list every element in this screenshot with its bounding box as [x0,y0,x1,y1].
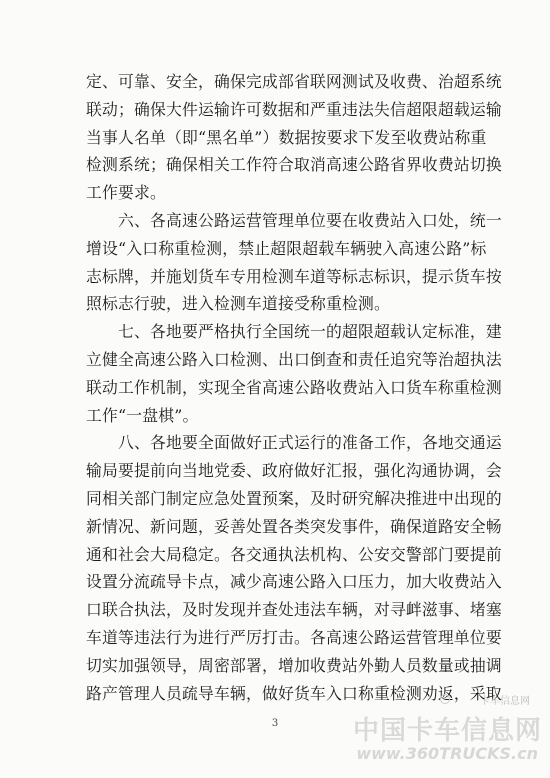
text-line: 志标牌，并施划货车专用检测车道等标志标识，提示货车按 [86,266,502,286]
text-line: 工作“一盘棋”。 [86,405,199,425]
text-line: 同相关部门制定应急处置预案，及时研究解决推进中出现的 [86,488,502,508]
text-line: 六、各高速公路运营管理单位要在收费站入口处，统一 [118,210,502,230]
text-line: 当事人名单（即“黑名单”）数据按要求下发至收费站称重 [86,127,487,147]
text-line: 通和社会大局稳定。各交通执法机构、公安交警部门要提前 [86,544,502,564]
text-line: 照标志行驶，进入检测车道接受称重检测。 [86,294,390,314]
watermark [330,692,542,772]
text-line: 工作要求。 [86,183,166,203]
text-line: 检测系统；确保相关工作符合取消高速公路省界收费站切换 [86,155,502,175]
watermark-logo-text: 卡车信息网 [480,696,530,707]
watermark-url: www.360TRUCKS.cn [356,744,538,763]
text-line: 联动工作机制，实现全省高速公路收费站入口货车称重检测 [86,377,502,397]
text-line: 切实加强领导，周密部署，增加收费站外勤人员数量或抽调 [86,655,502,675]
text-line: 八、各地要全面做好正式运行的准备工作，各地交通运 [118,433,502,453]
page-number: 3 [271,718,279,729]
text-line: 增设“入口称重检测，禁止超限超载车辆驶入高速公路”标 [86,238,487,258]
text-line: 路产管理人员疏导车辆，做好货车入口称重检测劝返，采取 [86,683,502,703]
document-body [86,68,502,707]
text-line: 七、各地要严格执行全国统一的超限超载认定标准，建 [118,322,502,342]
text-line: 联动；确保大件运输许可数据和严重违法失信超限超载运输 [86,99,502,119]
text-line: 车道等违法行为进行严厉打击。各高速公路运营管理单位要 [86,627,502,647]
text-line: 输局要提前向当地党委、政府做好汇报，强化沟通协调，会 [86,461,502,481]
text-line: 设置分流疏导卡点，减少高速公路入口压力，加大收费站入 [86,572,502,592]
text-line: 定、可靠、安全，确保完成部省联网测试及收费、治超系统 [86,72,502,91]
text-line: 口联合执法，及时发现并查处违法车辆，对寻衅滋事、堵塞 [86,600,502,620]
text-line: 立健全高速公路入口检测、出口倒查和责任追究等治超执法 [86,349,502,369]
watermark-logo-icon [440,694,450,704]
watermark-title: 中国卡车信息网 [352,716,542,746]
text-line: 新情况、新问题，妥善处置各类突发事件，确保道路安全畅 [86,516,502,536]
